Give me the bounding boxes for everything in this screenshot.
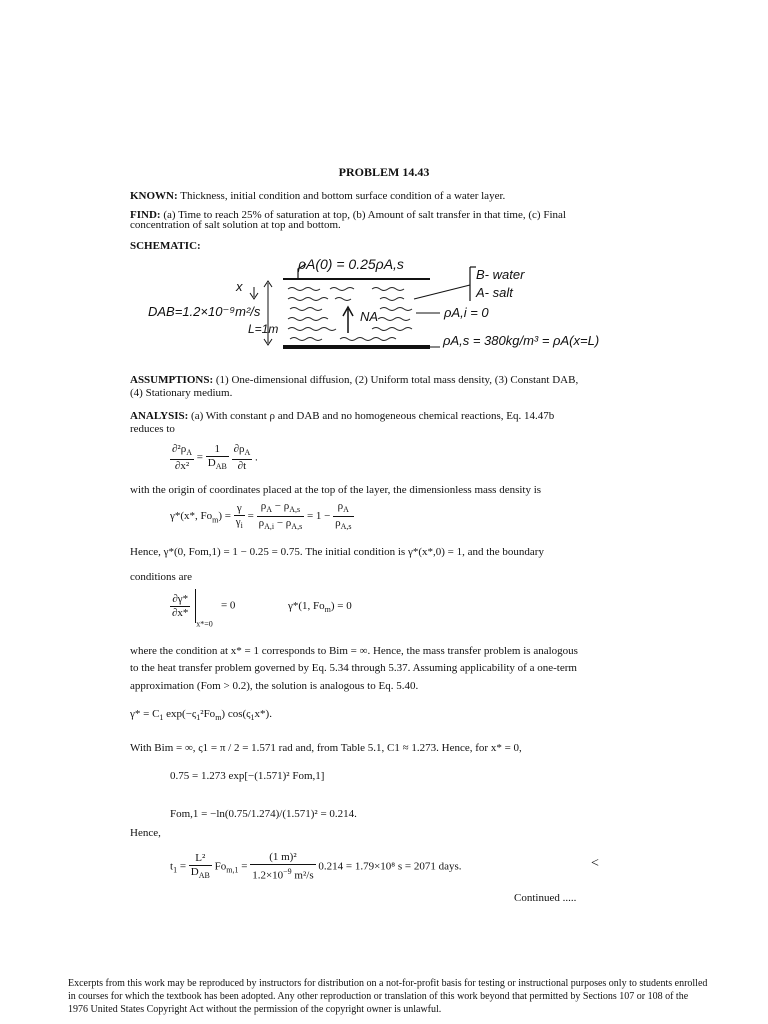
origin-text: with the origin of coordinates placed at the top of the layer, the dimensionless mass density is (130, 484, 542, 496)
analysis-text-2: reduces to (130, 423, 175, 435)
analysis-line (130, 410, 554, 423)
where-text-2: to the heat transfer problem governed by Eq. 5.34 through 5.37. Assuming applicability of a one-term (130, 662, 577, 674)
analysis-text-1: (a) With constant ρ and DAB and no homogeneous chemical reactions, Eq. 14.47b (191, 410, 555, 422)
one-term-solution: $\gamma* = C_1$ $\exp(-\varsigma_1^2Fo_m)$ $\cos(\varsigma_1x*)$. (130, 708, 272, 723)
conditions-text: conditions are (130, 571, 193, 583)
boundary-condition-2: γ*(1, $Fo_m) = 0$ (288, 600, 352, 615)
dimensionless-density-equation: γ*(x*, $Fo_m$) = $\frac{\gamma}{\gamma_i}$ = $\frac{\rho_A - \rho_{A,s}}{\rho_{A,i} - \rho_{A,s}}$ = 1 − $\frac{\rho_A}{\rho_{A,s}}$ (170, 500, 352, 532)
where-text-1: where the condition at x* = 1 corresponds to Bim = ∞. Hence, the mass transfer problem is analogous (130, 645, 578, 657)
continued-text: Continued ..... (514, 892, 577, 904)
fourier-number-equation: Fom,1 = −ln(0.75/1.274)/(1.571)² = 0.214. (170, 808, 357, 820)
species-a-label: A- salt (476, 285, 513, 300)
answer-mark: < (591, 856, 599, 871)
initial-density-label: ρA,i = 0 (444, 305, 489, 320)
known-line (130, 190, 505, 203)
flux-label: NA (360, 309, 379, 324)
find-text-2: concentration of salt solution at top and bottom. (130, 219, 341, 231)
time-equation: $t_1$ = $\frac{\text{L²}}{D_{AB}}$ $Fo_{m,1}$ = $\frac{\text{(1 m)²}}{1.2\times 10^{-9} m^2/s}$ 0.214 = 1.79×10⁸ s = 2071 days. (170, 851, 462, 882)
assumptions-label: ASSUMPTIONS: (130, 374, 214, 386)
species-b-label: B- water (476, 267, 525, 282)
assumptions-line (130, 374, 578, 387)
equation-075: 0.75 = 1.273 exp[−(1.571)² Fom,1] (170, 770, 325, 782)
copyright-footer: Excerpts from this work may be reproduced by instructors for distribution on a not-for-profit basis for testing or instructional purposes only to students enrolled in courses for which the textbook has been adopted. Any other reproduction or translation of this work beyond that permitted by Sections 107 or 108 of the 1976 United States Copyright Act without the permission of the copyright owner is unlawful. (68, 978, 708, 1015)
known-text: Thickness, initial condition and bottom surface condition of a water layer. (180, 190, 506, 202)
thickness-label: L=1m (248, 322, 279, 336)
known-label: KNOWN: (130, 190, 178, 202)
assumptions-text-1: (1) One-dimensional diffusion, (2) Uniform total mass density, (3) Constant DAB, (215, 374, 579, 386)
hence-label-2: Hence, (130, 827, 161, 839)
diffusion-equation: $\frac{\partial^2\rho_A}{\text{∂x²}}$ = $\frac{1}{D_{AB}}$ $\frac{\partial\rho_A}{\partial t}$ . (172, 443, 258, 473)
bottom-condition-label: ρA,s = 380kg/m³ = ρA(x=L) (443, 333, 600, 348)
with-text: With Bim = ∞, ς1 = π / 2 = 1.571 rad and, from Table 5.1, C1 ≈ 1.273. Hence, for x* = 0, (130, 742, 522, 754)
hence-line-1: Hence, γ*(0, Fom,1) = 1 − 0.25 = 0.75. The initial condition is γ*(x*,0) = 1, and the boundary (130, 546, 544, 558)
find-label: FIND: (130, 209, 161, 221)
assumptions-text-2: (4) Stationary medium. (130, 387, 233, 399)
top-condition-label: ρA(0) = 0.25ρA,s (298, 256, 404, 272)
time-result: 0.214 = 1.79×10⁸ s = 2071 days. (318, 860, 462, 873)
analysis-label: ANALYSIS: (130, 410, 189, 422)
diffusivity-label: DAB=1.2×10⁻⁹m²/s (148, 304, 261, 319)
where-text-3: approximation (Fom > 0.2), the solution is analogous to Eq. 5.40. (130, 680, 419, 692)
find-text-1: (a) Time to reach 25% of saturation at top, (b) Amount of salt transfer in that time, (c) Final (163, 209, 566, 221)
boundary-condition-1: $\frac{\partial\gamma*}{\partial x*}$ $_{x*=0}$ = 0 (170, 589, 235, 629)
x-axis-label: x (236, 279, 243, 294)
schematic-label: SCHEMATIC: (130, 240, 201, 252)
problem-title: PROBLEM 14.43 (338, 165, 430, 179)
